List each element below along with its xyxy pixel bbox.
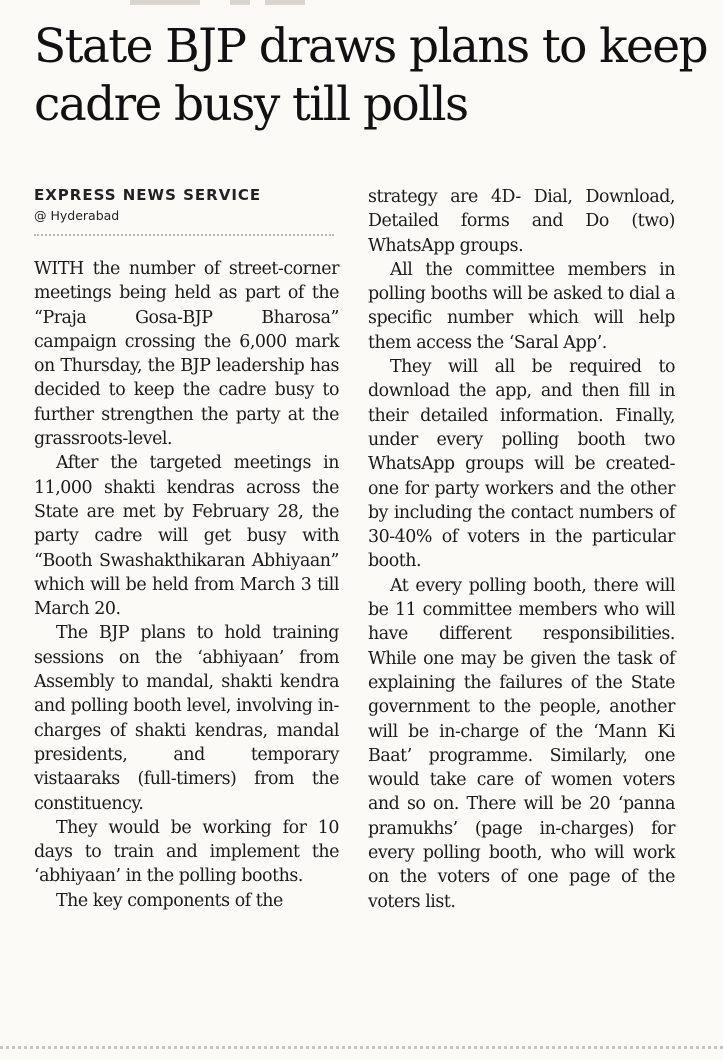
paragraph: They will all be required to download the app, and then fill in their detailed information. Finally, under every polling booth two WhatsApp groups will be created- one for party workers and the other by including the contact numbers of 30-40% of voters in the particular booth. xyxy=(368,357,675,572)
paragraph: strategy are 4D- Dial, Download, Detailed forms and Do (two) WhatsApp groups. xyxy=(368,187,675,256)
right-column xyxy=(368,185,675,914)
paragraph: They would be working for 10 days to train and implement the ‘abhiyaan’ in the polling booths. xyxy=(34,817,339,887)
byline-divider xyxy=(34,234,334,236)
paragraph: After the targeted meetings in 11,000 shakti kendras across the State are met by February 28, the party cadre will get busy with “Booth Swashakthikaran Abhiyaan” which will be held from March 3 till March 20. xyxy=(34,453,339,620)
left-column xyxy=(34,257,339,913)
paragraph: WITH the number of street-corner meetings being held as part of the “Praja Gosa-BJP Bharosa” campaign crossing the 6,000 mark on Thursday, the BJP leadership has decided to keep the cadre busy to further strengthen the party at the grassroots-level. xyxy=(34,259,339,450)
paragraph: All the committee members in polling booths will be asked to dial a specific number which will help them access the ‘Saral App’. xyxy=(368,259,675,353)
headline: State BJP draws plans to keep cadre busy till polls xyxy=(34,19,707,132)
top-strip xyxy=(0,0,723,14)
bottom-divider xyxy=(0,1046,723,1049)
paragraph: The key components of the xyxy=(56,890,283,911)
paragraph: The BJP plans to hold training sessions on the ‘abhiyaan’ from Assembly to mandal, shakti kendra and polling booth level, involving in-charges of shakti kendras, mandal presidents, and temporary vistaaraks (full-timers) from the constituency. xyxy=(34,623,339,814)
byline: EXPRESS NEWS SERVICE xyxy=(34,186,262,204)
dateline: @ Hyderabad xyxy=(34,208,120,223)
paragraph: At every polling booth, there will be 11 committee members who will have different responsibilities. While one may be given the task of explaining the failures of the State government to the people, another will be in-charge of the ‘Mann Ki Baat’ programme. Similarly, one would take care of women voters and so on. There will be 20 ‘panna pramukhs’ (page in-charges) for every polling booth, who will work on the voters of one page of the voters list. xyxy=(368,575,675,912)
